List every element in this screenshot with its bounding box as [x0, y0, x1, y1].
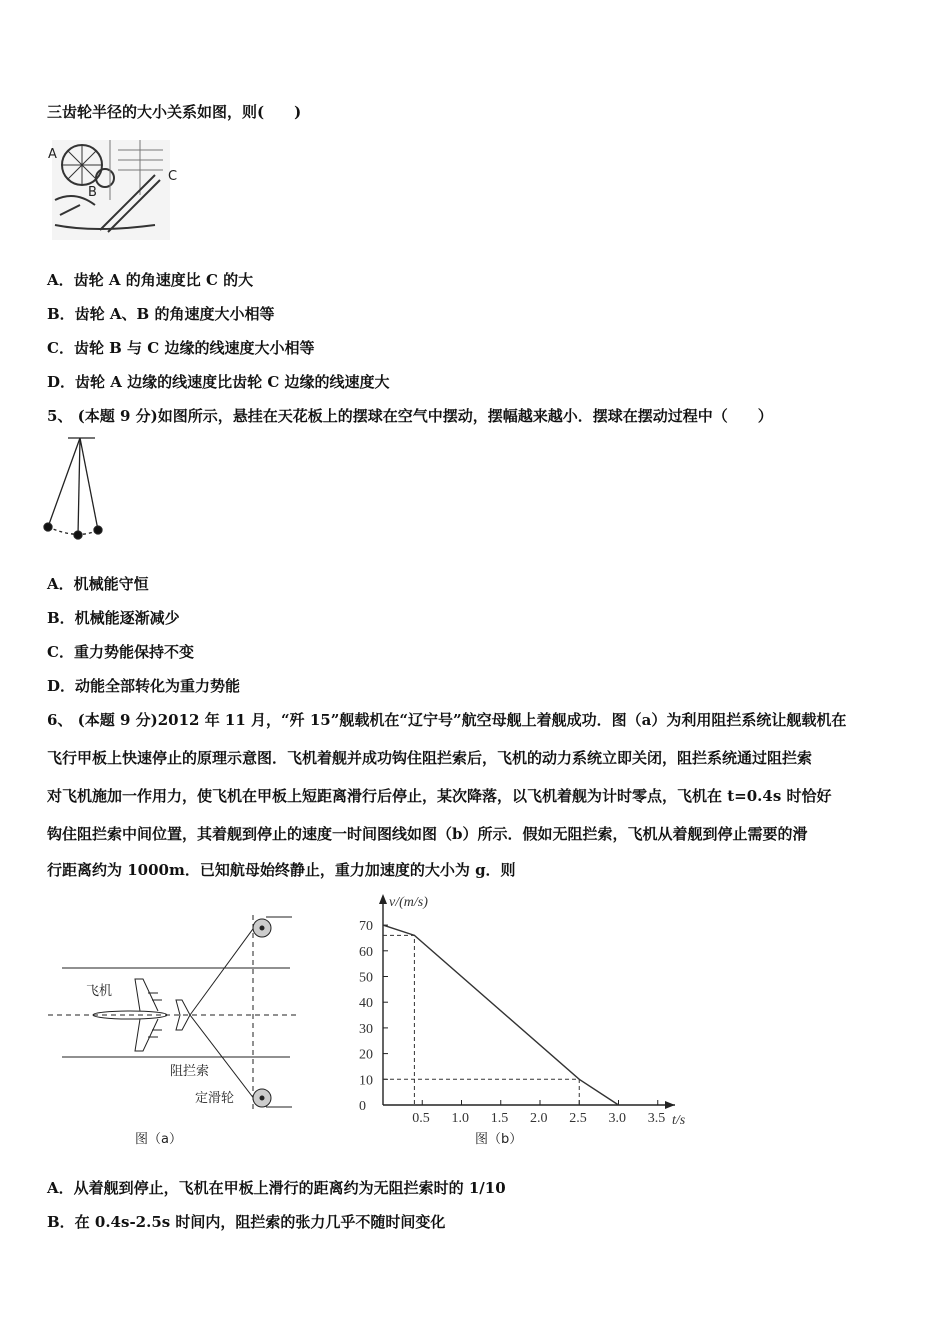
gear-waterwheel-illustration [48, 140, 177, 240]
y-tick-label: 40 [359, 996, 373, 1012]
x-tick-label: 1.0 [451, 1111, 469, 1126]
y-tick-label: 60 [359, 944, 373, 960]
q6-option-a[interactable]: A．从着舰到停止，飞机在甲板上滑行的距离约为无阻拦索时的 1/10 [47, 1179, 506, 1197]
x-tick-label: 3.0 [608, 1111, 626, 1126]
x-tick-label: 2.0 [530, 1111, 548, 1126]
q4-stem: 三齿轮半径的大小关系如图，则( ) [47, 103, 302, 121]
plane-label: 飞机 [86, 984, 113, 999]
q5-option-b[interactable]: B．机械能逐渐减少 [47, 609, 180, 627]
figure-b-vt-chart [359, 894, 686, 1128]
q5-option-c[interactable]: C．重力势能保持不变 [47, 643, 194, 661]
figure-b-caption: 图（b） [475, 1132, 523, 1147]
figure-a-caption: 图（a） [135, 1132, 182, 1147]
q6-stem-line: 对飞机施加一作用力，使飞机在甲板上短距离滑行后停止，某次降落，以飞机着舰为计时零点，飞机在 t=0.4s 时恰好 [47, 787, 832, 805]
q5-option-d[interactable]: D．动能全部转化为重力势能 [47, 677, 241, 695]
label-B: B [88, 185, 97, 200]
y-axis-arrow-icon [379, 894, 387, 904]
q6-option-b[interactable]: B．在 0.4s-2.5s 时间内，阻拦索的张力几乎不随时间变化 [47, 1213, 446, 1231]
label-C: C [168, 169, 178, 184]
y-axis-label: v/(m/s) [389, 895, 428, 910]
x-tick-label: 1.5 [490, 1111, 509, 1126]
q4-option-c[interactable]: C．齿轮 B 与 C 边缘的线速度大小相等 [47, 339, 315, 357]
q6-stem-line: 行距离约为 1000m．已知航母始终静止，重力加速度的大小为 g．则 [47, 861, 516, 879]
x-tick-label: 2.5 [569, 1111, 587, 1126]
q6-stem-line: 飞行甲板上快速停止的原理示意图．飞机着舰并成功钩住阻拦索后，飞机的动力系统立即关闭，阻拦系统通过阻拦索 [47, 749, 813, 767]
x-tick-label: 3.5 [647, 1111, 666, 1126]
y-tick-label: 30 [359, 1021, 373, 1037]
pendulum-figure [44, 438, 102, 539]
q5-option-a[interactable]: A．机械能守恒 [47, 575, 149, 593]
y-tick-label: 10 [359, 1073, 373, 1089]
q4-option-d[interactable]: D．齿轮 A 边缘的线速度比齿轮 C 边缘的线速度大 [47, 373, 390, 391]
pulley-icon [253, 1089, 271, 1107]
q6-stem-line: 6、 (本题 9 分)2012 年 11 月，“歼 15”舰载机在“辽宁号”航空母舰上着舰成功．图（a）为利用阻拦系统让舰载机在 [47, 711, 847, 729]
figure-a-arresting-system [48, 915, 296, 1147]
y-tick-label: 70 [359, 919, 373, 935]
q4-option-b[interactable]: B．齿轮 A、B 的角速度大小相等 [47, 305, 275, 323]
x-tick-label: 0.5 [412, 1111, 430, 1126]
y-tick-label: 20 [359, 1047, 373, 1063]
x-axis-arrow-icon [665, 1101, 675, 1109]
pulley-label: 定滑轮 [195, 1091, 235, 1106]
q5-stem: 5、 (本题 9 分)如图所示，悬挂在天花板上的摆球在空气中摆动，摆幅越来越小．摆球在摆动过程中（ ） [47, 407, 773, 425]
velocity-line [383, 925, 619, 1105]
guide-line [383, 1079, 579, 1105]
q4-option-a[interactable]: A．齿轮 A 的角速度比 C 的大 [47, 271, 254, 289]
pulley-icon [253, 919, 271, 937]
cable-label: 阻拦索 [170, 1064, 210, 1079]
x-axis-label: t/s [672, 1113, 686, 1128]
y-tick-label: 0 [359, 1099, 366, 1114]
label-A: A [48, 147, 57, 162]
q6-stem-line: 钩住阻拦索中间位置，其着舰到停止的速度一时间图线如图（b）所示．假如无阻拦索，飞机从着舰到停止需要的滑 [47, 825, 808, 843]
y-tick-label: 50 [359, 970, 373, 986]
